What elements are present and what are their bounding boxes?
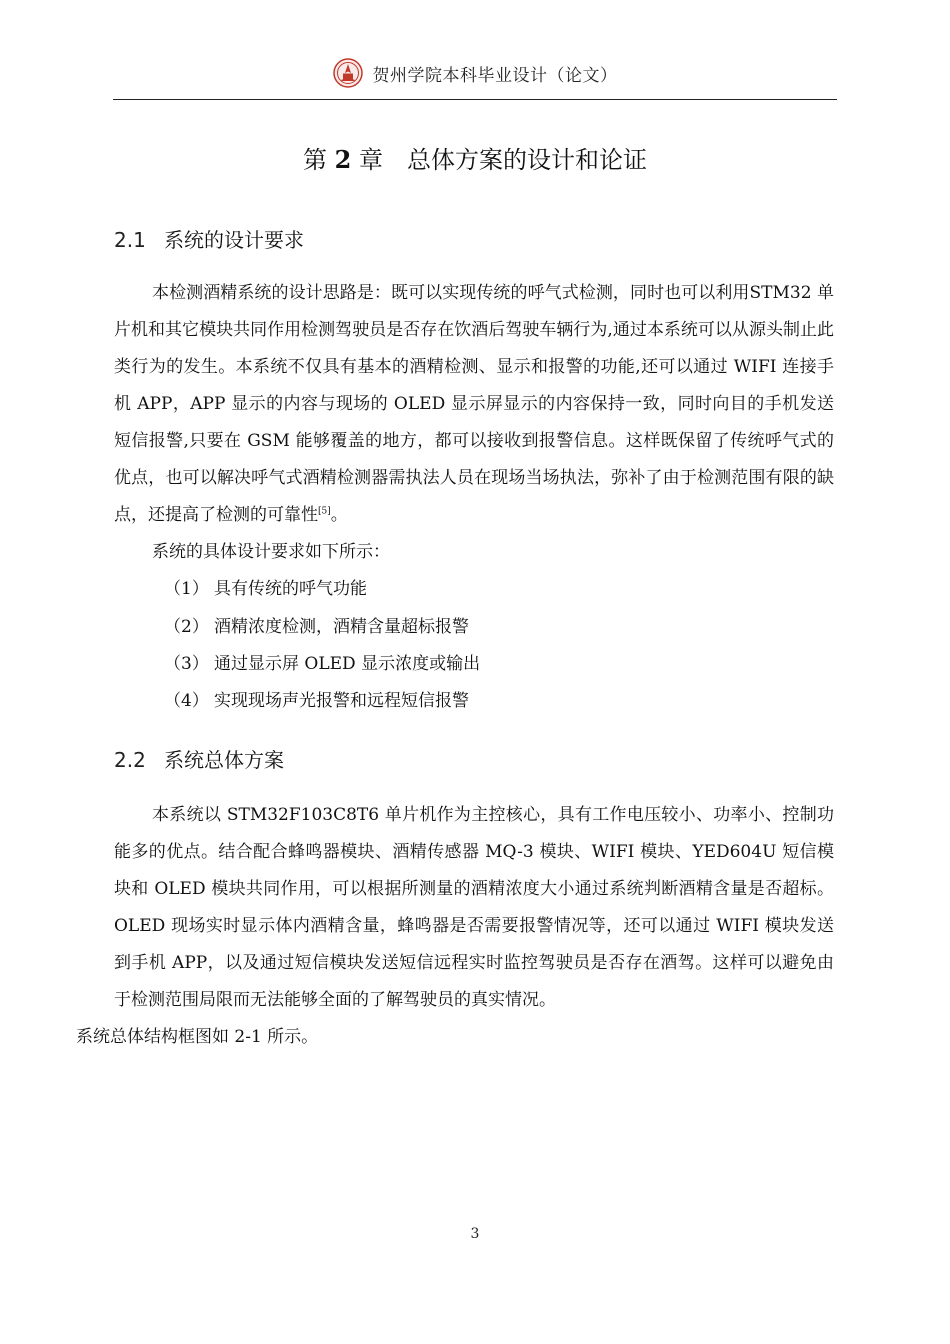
section-number: 2.2 <box>114 748 146 772</box>
section-title: 系统的设计要求 <box>164 228 304 252</box>
page-number: 3 <box>470 1226 480 1242</box>
paragraph-overall-scheme: 本系统以 STM32F103C8T6 单片机作为主控核心，具有工作电压较小、功率小、控制功能多的优点。结合配合蜂鸣器模块、酒精传感器 MQ-3 模块、WIFI 模块、YED604U 短信模块和 OLED 模块共同作用，可以根据所测量的酒精浓度大小通过系统判断酒精含量是否超标。OLED 现场实时显示体内酒精含量，蜂鸣器是否需要报警情况等，还可以通过 WIFI 模块发送到手机 APP，以及通过短信模块发送短信远程实时监控驾驶员是否存在酒驾。这样可以避免由于检测范围局限而无法能够全面的了解驾驶员的真实情况。 系统总体结构框图如 2-1 所示。 <box>114 797 834 1056</box>
list-item: （2） 酒精浓度检测，酒精含量超标报警 <box>164 617 469 637</box>
chapter-title: 总体方案的设计和论证 <box>406 146 647 174</box>
list-item: （1） 具有传统的呼气功能 <box>164 579 367 599</box>
section-number: 2.1 <box>114 228 146 252</box>
chapter-suffix: 章 <box>358 146 383 174</box>
paragraph-design-approach: 本检测酒精系统的设计思路是：既可以实现传统的呼气式检测，同时也可以利用STM32 单片机和其它模块共同作用检测驾驶员是否存在饮酒后驾驶车辆行为,通过本系统可以从源头制止此类行为的发生。本系统不仅具有基本的酒精检测、显示和报警的功能,还可以通过 WIFI 连接手机 APP，APP 显示的内容与现场的 OLED 显示屏显示的内容保持一致，同时向目的手机发送短信报警,只要在 GSM 能够覆盖的地方，都可以接收到报警信息。这样既保留了传统呼气式的优点，也可以解决呼气式酒精检测器需执法人员在现场当场执法，弥补了由于检测范围有限的缺点，还提高了检测的可靠性[5]。 <box>114 283 834 525</box>
chapter-number: 2 <box>334 145 352 174</box>
section-heading-2-1 <box>114 224 304 253</box>
section-title: 系统总体方案 <box>164 748 284 772</box>
page-header <box>113 54 837 100</box>
university-seal-icon <box>333 58 363 88</box>
section-heading-2-2 <box>114 744 284 773</box>
citation-superscript: [5] <box>318 506 331 517</box>
chapter-prefix: 第 <box>303 146 327 174</box>
header-rule <box>113 99 837 100</box>
paragraph-continuation: 系统总体结构框图如 2-1 所示。 <box>76 1027 319 1047</box>
list-item: （4） 实现现场声光报警和远程短信报警 <box>164 691 469 711</box>
chapter-heading <box>0 140 950 175</box>
list-item: （3） 通过显示屏 OLED 显示浓度或输出 <box>164 654 481 674</box>
paragraph-requirements-intro: 系统的具体设计要求如下所示： <box>152 542 390 562</box>
header-title: 贺州学院本科毕业设计（论文） <box>372 65 618 86</box>
